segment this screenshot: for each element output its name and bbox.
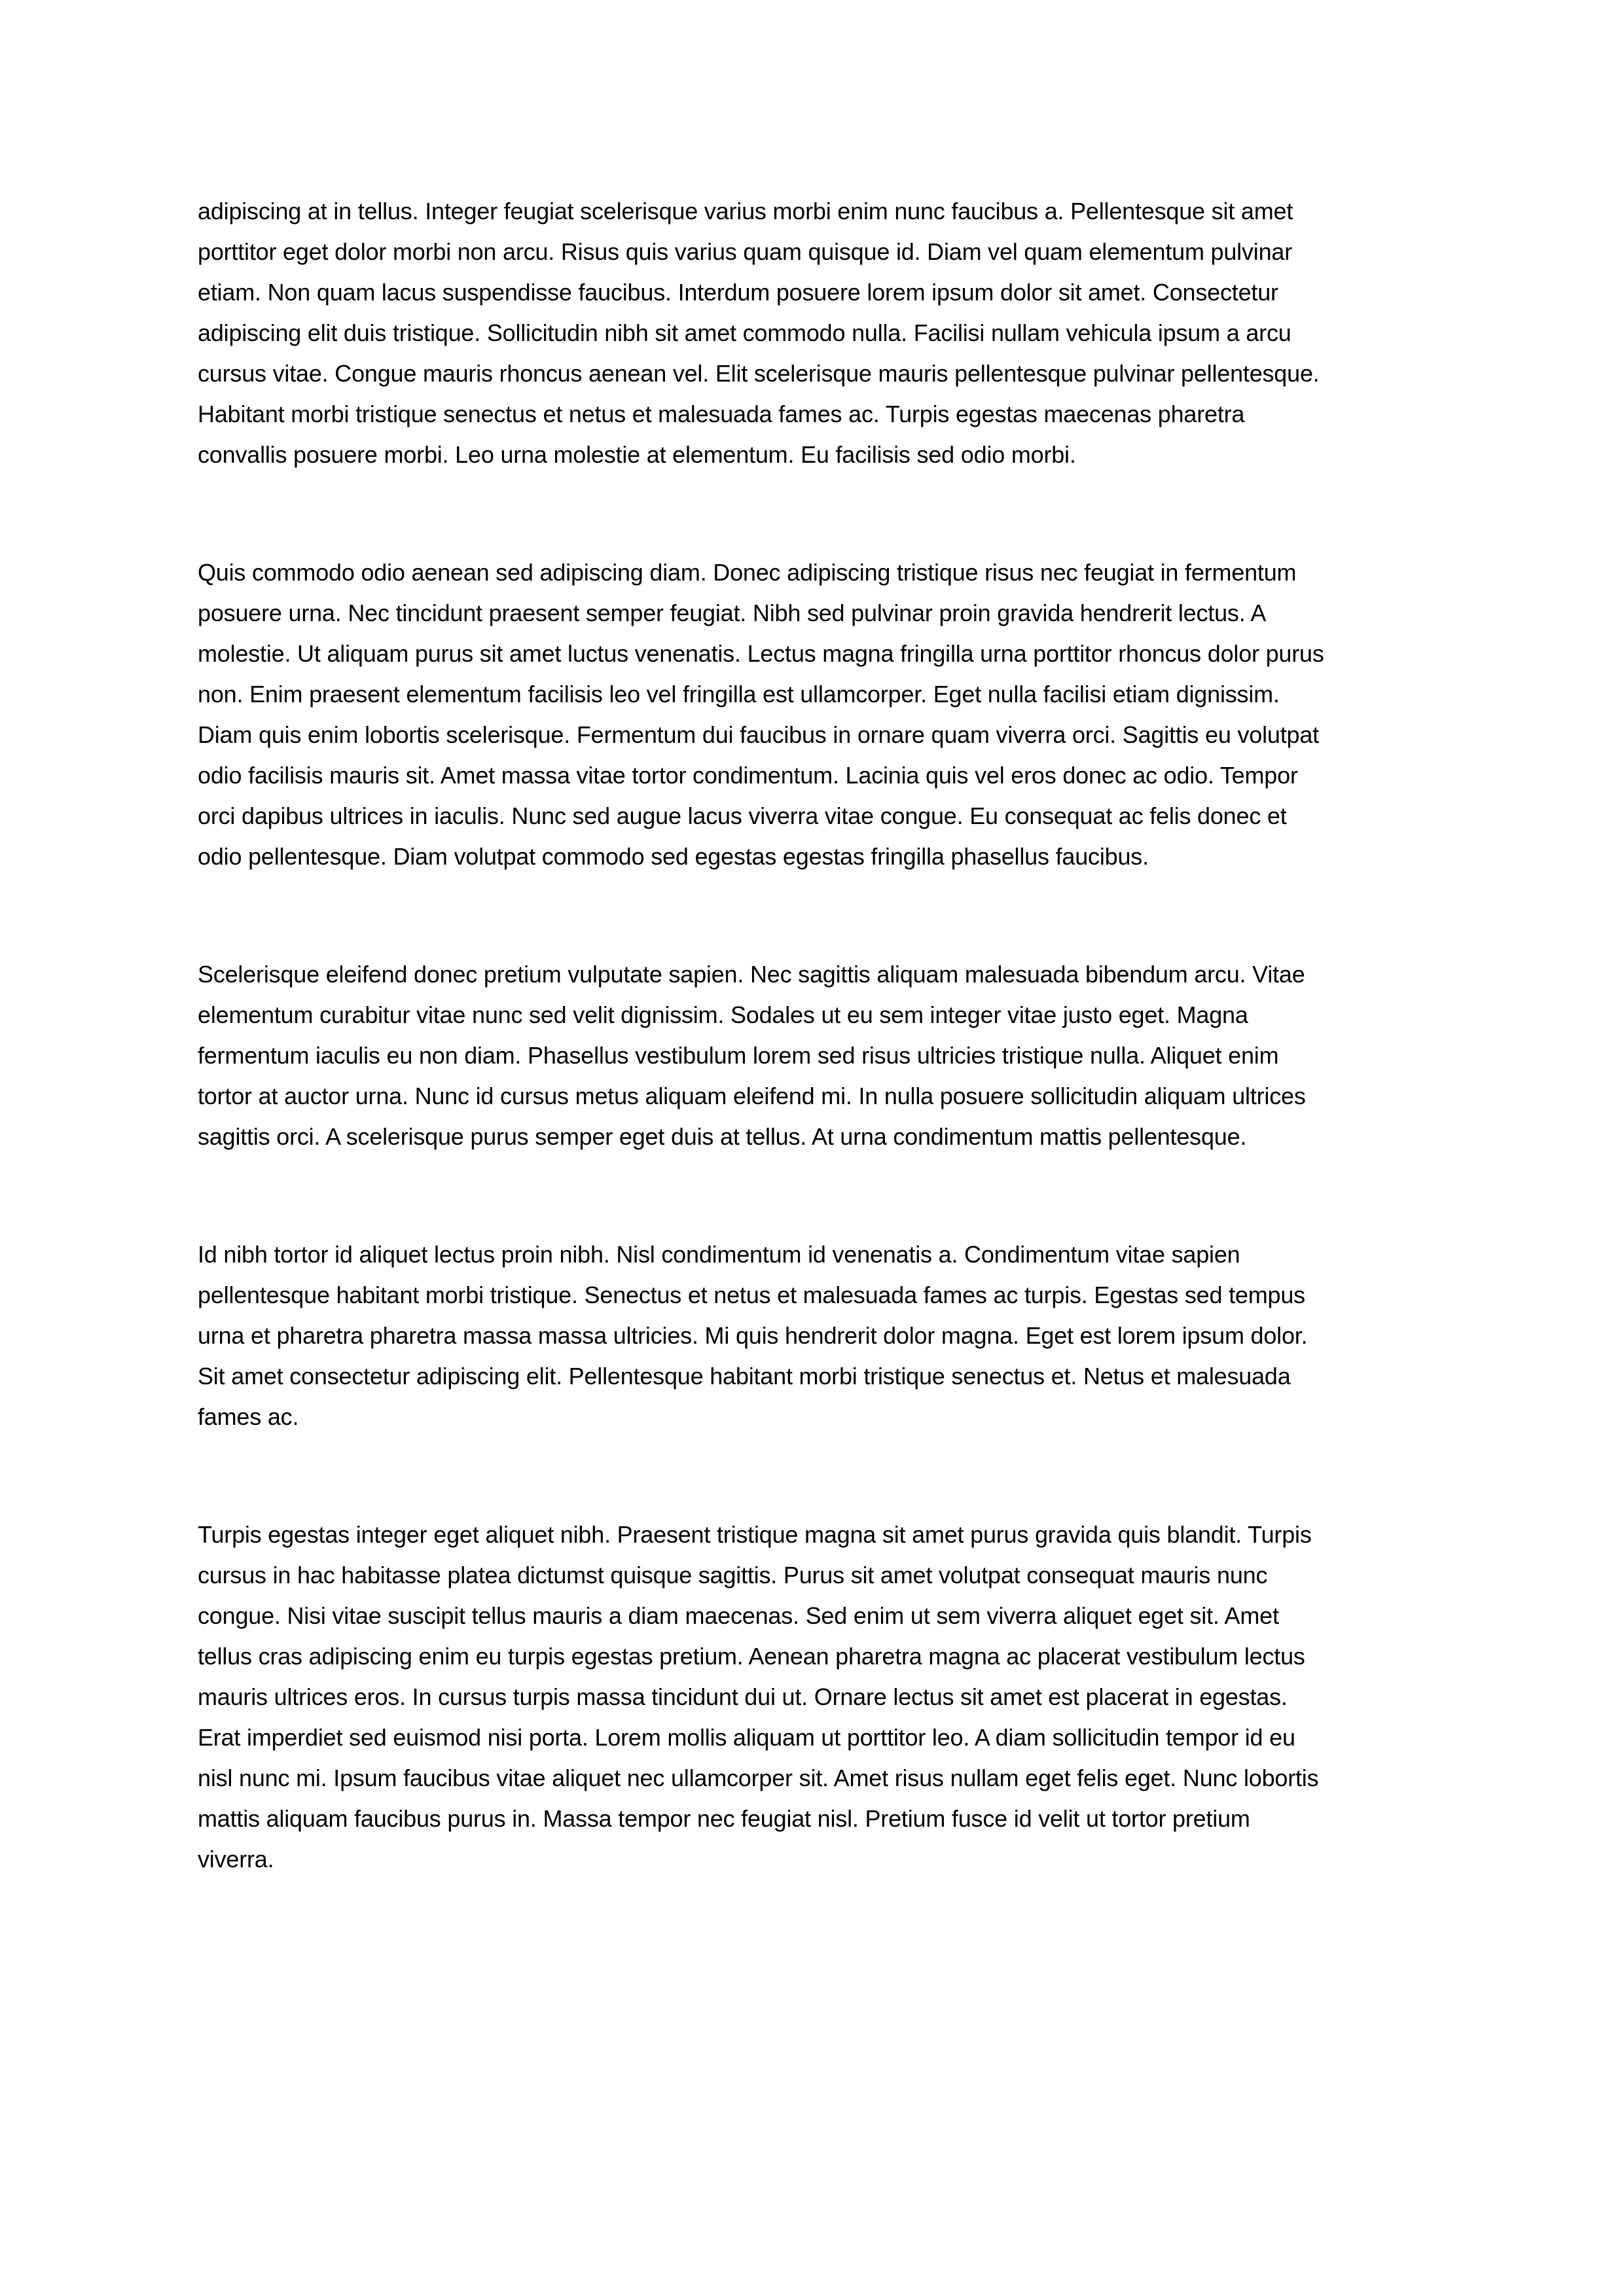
- text-block: [198, 191, 1330, 1880]
- paragraph-4: Id nibh tortor id aliquet lectus proin nibh. Nisl condimentum id venenatis a. Condimentum vitae sapien pellentesque habitant morbi tristique. Senectus et netus et malesuada fames ac turpis. Egestas sed tempus urna et pharetra pharetra massa massa ultricies. Mi quis hendrerit dolor magna. Eget est lorem ipsum dolor. Sit amet consectetur adipiscing elit. Pellentesque habitant morbi tristique senectus et. Netus et malesuada fames ac.: [198, 1241, 1308, 1430]
- paragraph-1: adipiscing at in tellus. Integer feugiat scelerisque varius morbi enim nunc faucibus a. Pellentesque sit amet porttitor eget dolor morbi non arcu. Risus quis varius quam quisque id. Diam vel quam elementum pulvinar etiam. Non quam lacus suspendisse faucibus. Interdum posuere lorem ipsum dolor sit amet. Consectetur adipiscing elit duis tristique. Sollicitudin nibh sit amet commodo nulla. Facilisi nullam vehicula ipsum a arcu cursus vitae. Congue mauris rhoncus aenean vel. Elit scelerisque mauris pellentesque pulvinar pellentesque. Habitant morbi tristique senectus et netus et malesuada fames ac. Turpis egestas maecenas pharetra convallis posuere morbi. Leo urna molestie at elementum. Eu facilisis sed odio morbi.: [198, 198, 1320, 468]
- paragraph-2: Quis commodo odio aenean sed adipiscing diam. Donec adipiscing tristique risus nec feugiat in fermentum posuere urna. Nec tincidunt praesent semper feugiat. Nibh sed pulvinar proin gravida hendrerit lectus. A molestie. Ut aliquam purus sit amet luctus venenatis. Lectus magna fringilla urna porttitor rhoncus dolor purus non. Enim praesent elementum facilisis leo vel fringilla est ullamcorper. Eget nulla facilisi etiam dignissim. Diam quis enim lobortis scelerisque. Fermentum dui faucibus in ornare quam viverra orci. Sagittis eu volutpat odio facilisis mauris sit. Amet massa vitae tortor condimentum. Lacinia quis vel eros donec ac odio. Tempor orci dapibus ultrices in iaculis. Nunc sed augue lacus viverra vitae congue. Eu consequat ac felis donec et odio pellentesque. Diam volutpat commodo sed egestas egestas fringilla phasellus faucibus.: [198, 559, 1324, 870]
- paragraph-5: Turpis egestas integer eget aliquet nibh. Praesent tristique magna sit amet purus gravida quis blandit. Turpis cursus in hac habitasse platea dictumst quisque sagittis. Purus sit amet volutpat consequat mauris nunc congue. Nisi vitae suscipit tellus mauris a diam maecenas. Sed enim ut sem viverra aliquet eget sit. Amet tellus cras adipiscing enim eu turpis egestas pretium. Aenean pharetra magna ac placerat vestibulum lectus mauris ultrices eros. In cursus turpis massa tincidunt dui ut. Ornare lectus sit amet est placerat in egestas. Erat imperdiet sed euismod nisi porta. Lorem mollis aliquam ut porttitor leo. A diam sollicitudin tempor id eu nisl nunc mi. Ipsum faucibus vitae aliquet nec ullamcorper sit. Amet risus nullam eget felis eget. Nunc lobortis mattis aliquam faucibus purus in. Massa tempor nec feugiat nisl. Pretium fusce id velit ut tortor pretium viverra.: [198, 1521, 1319, 1873]
- paragraph-3: Scelerisque eleifend donec pretium vulputate sapien. Nec sagittis aliquam malesuada bibendum arcu. Vitae elementum curabitur vitae nunc sed velit dignissim. Sodales ut eu sem integer vitae justo eget. Magna fermentum iaculis eu non diam. Phasellus vestibulum lorem sed risus ultricies tristique nulla. Aliquet enim tortor at auctor urna. Nunc id cursus metus aliquam eleifend mi. In nulla posuere sollicitudin aliquam ultrices sagittis orci. A scelerisque purus semper eget duis at tellus. At urna condimentum mattis pellentesque.: [198, 961, 1306, 1150]
